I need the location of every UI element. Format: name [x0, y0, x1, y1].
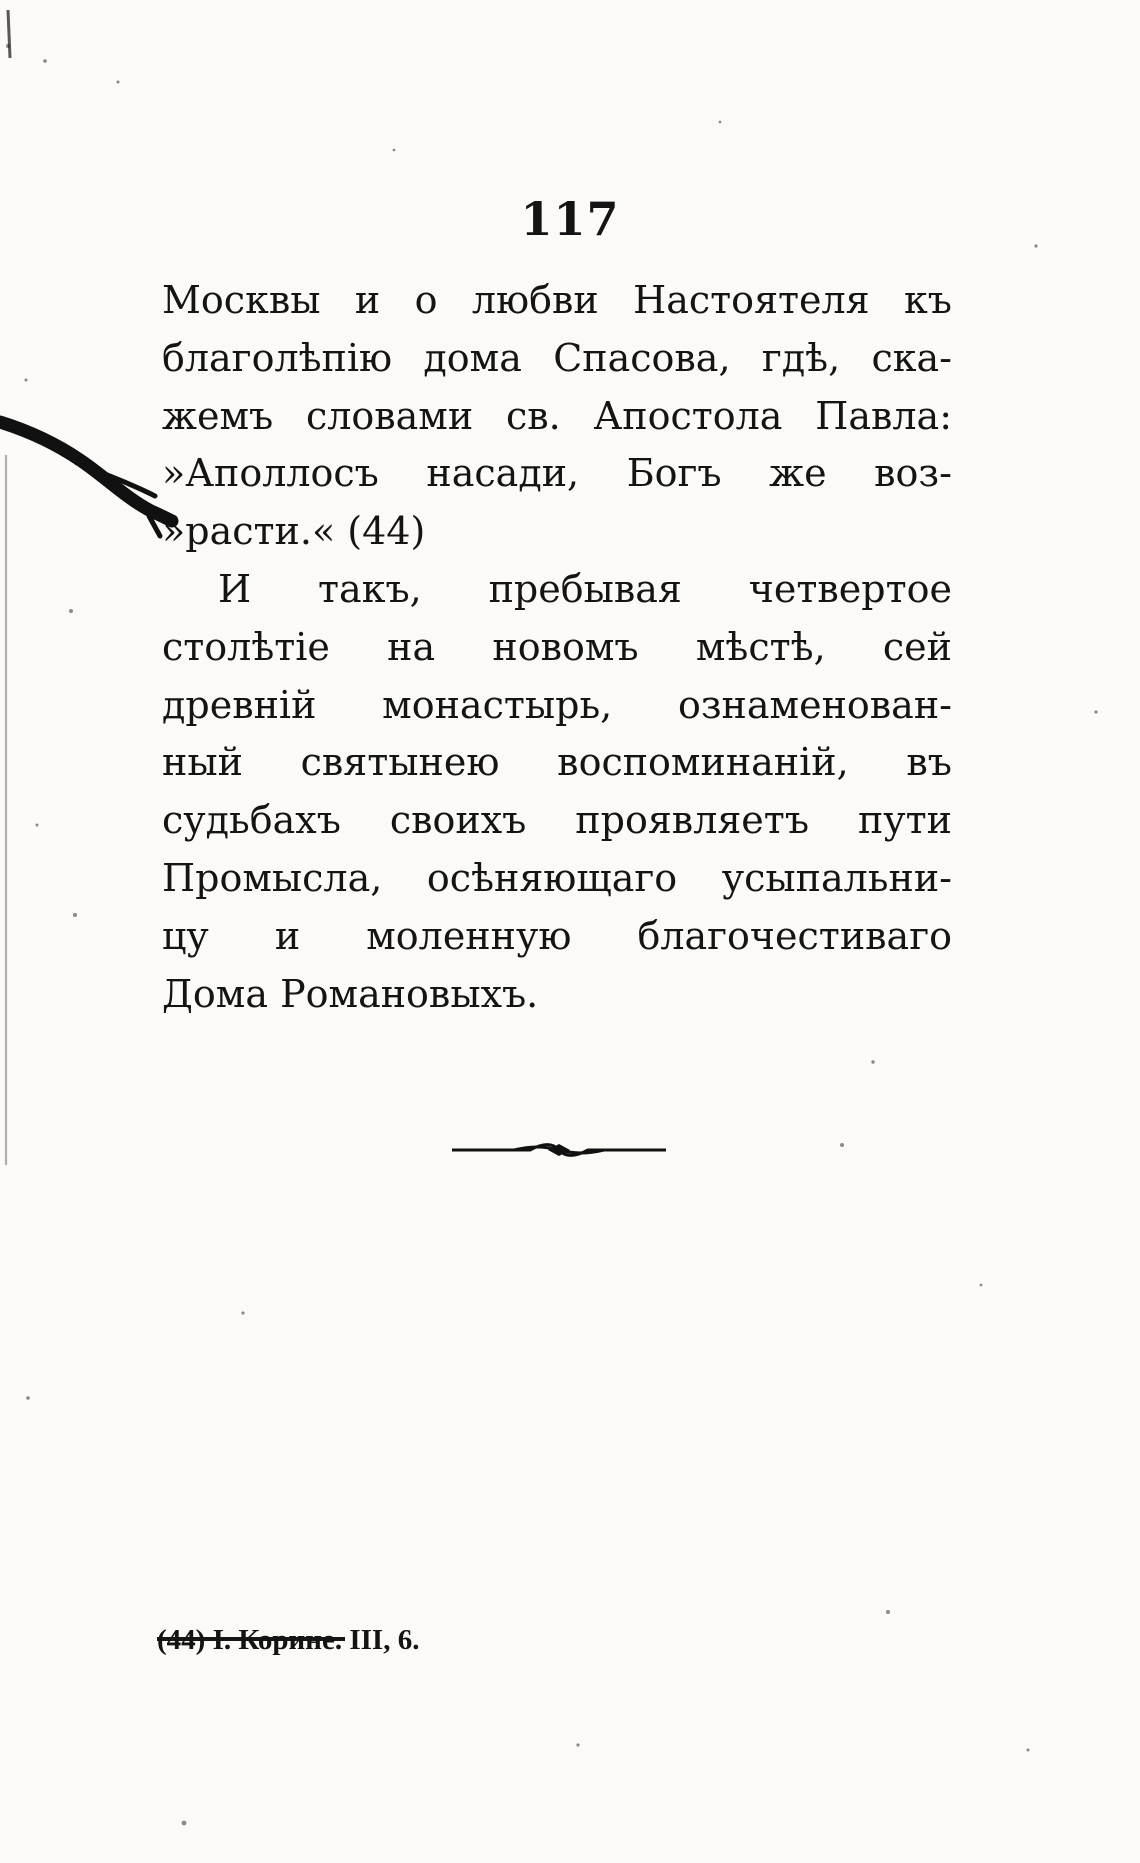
body-line: »расти.« (44): [162, 509, 426, 554]
page-body-text: [162, 272, 952, 1023]
page-number: 117: [520, 192, 620, 246]
body-line: цу и моленную благочестиваго: [162, 913, 952, 958]
body-line: судьбахъ своихъ проявляетъ пути: [162, 798, 952, 843]
body-line: Промысла, осѣняющаго усыпальни-: [162, 855, 952, 900]
ornamental-divider-icon: [452, 1141, 666, 1159]
footnote-text: (44) I. Корине. III, 6.: [157, 1624, 420, 1656]
body-line: жемъ словами св. Апостола Павла:: [162, 393, 952, 438]
body-line: ный святынею воспоминаній, въ: [162, 740, 952, 785]
body-line: И такъ, пребывая четвертое: [218, 566, 952, 611]
body-line: Дома Романовыхъ.: [162, 971, 539, 1016]
body-line: древній монастырь, ознаменован-: [162, 682, 952, 727]
body-line: благолѣпію дома Спасова, гдѣ, ска-: [162, 335, 952, 380]
body-line: столѣтіе на новомъ мѣстѣ, сей: [162, 624, 952, 669]
body-line: »Аполлосъ насади, Богъ же воз-: [162, 451, 952, 496]
body-line: Москвы и о любви Настоятеля къ: [162, 278, 952, 322]
